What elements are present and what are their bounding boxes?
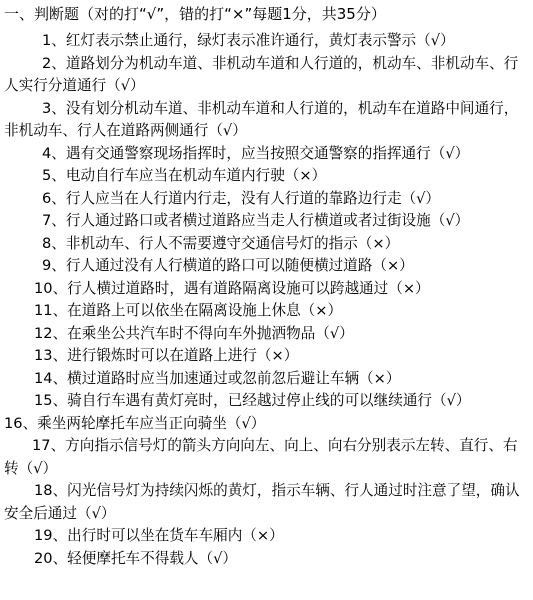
question-item <box>0 143 525 166</box>
question-item <box>0 233 525 256</box>
question-item <box>0 30 525 53</box>
question-item <box>0 98 525 143</box>
question-text: 17、方向指示信号灯的箭头方向向左、向上、向右分别表示左转、直行、右转（√） <box>4 437 518 477</box>
question-text: 5、电动自行车应当在机动车道内行驶（×） <box>42 167 327 184</box>
question-item <box>0 480 525 525</box>
question-text: 14、横过道路时应当加速通过或忽前忽后避让车辆（×） <box>34 369 401 387</box>
question-text: 6、行人应当在人行道内行走，没有人行道的靠路边行走（√） <box>42 189 441 207</box>
question-text: 11、在道路上可以依坐在隔离设施上休息（×） <box>34 302 343 319</box>
question-text: 19、出行时可以坐在货车车厢内（×） <box>34 527 284 544</box>
question-text: 20、轻便摩托车不得载人（√） <box>34 549 237 567</box>
question-text: 13、进行锻炼时可以在道路上进行（×） <box>34 347 299 364</box>
question-text: 4、遇有交通警察现场指挥时，应当按照交通警察的指挥通行（√） <box>42 144 470 162</box>
question-item <box>0 413 525 436</box>
question-item <box>0 525 525 548</box>
question-item <box>0 323 525 346</box>
question-item <box>0 53 525 98</box>
question-item <box>0 345 525 368</box>
question-list <box>0 30 533 570</box>
question-text: 3、没有划分机动车道、非机动车道和人行道的，机动车在道路中间通行，非机动车、行人在道路两侧通行（√） <box>4 99 519 139</box>
question-text: 12、在乘坐公共汽车时不得向车外抛洒物品（√） <box>34 324 354 342</box>
question-item <box>0 435 525 480</box>
question-item <box>0 278 525 301</box>
question-item <box>0 165 525 188</box>
question-item <box>0 548 525 571</box>
question-text: 10、行人横过道路时，遇有道路隔离设施可以跨越通过（×） <box>34 279 430 297</box>
question-item <box>0 390 525 413</box>
section-heading: 一、判断题（对的打“√”，错的打“×”每题1分，共35分） <box>4 5 386 23</box>
question-text: 18、闪光信号灯为持续闪烁的黄灯，指示车辆、行人通过时注意了望，确认安全后通过（√） <box>4 482 520 522</box>
question-text: 7、行人通过路口或者横过道路应当走人行横道或者过街设施（√） <box>42 212 470 229</box>
question-text: 1、红灯表示禁止通行，绿灯表示准许通行，黄灯表示警示（√） <box>42 32 455 49</box>
question-text: 16、乘坐两轮摩托车应当正向骑坐（√） <box>4 414 266 432</box>
question-item <box>0 210 525 233</box>
question-text: 8、非机动车、行人不需要遵守交通信号灯的指示（×） <box>42 234 400 252</box>
question-text: 2、道路划分为机动车道、非机动车道和人行道的，机动车、非机动车、行人实行分道通行（√） <box>4 54 519 94</box>
question-item <box>0 255 525 278</box>
question-item <box>0 300 525 323</box>
question-text: 9、行人通过没有人行横道的路口可以随便横过道路（×） <box>42 257 414 274</box>
question-item <box>0 368 525 391</box>
question-item <box>0 188 525 211</box>
question-text: 15、骑自行车遇有黄灯亮时，已经越过停止线的可以继续通行（√） <box>34 392 471 409</box>
